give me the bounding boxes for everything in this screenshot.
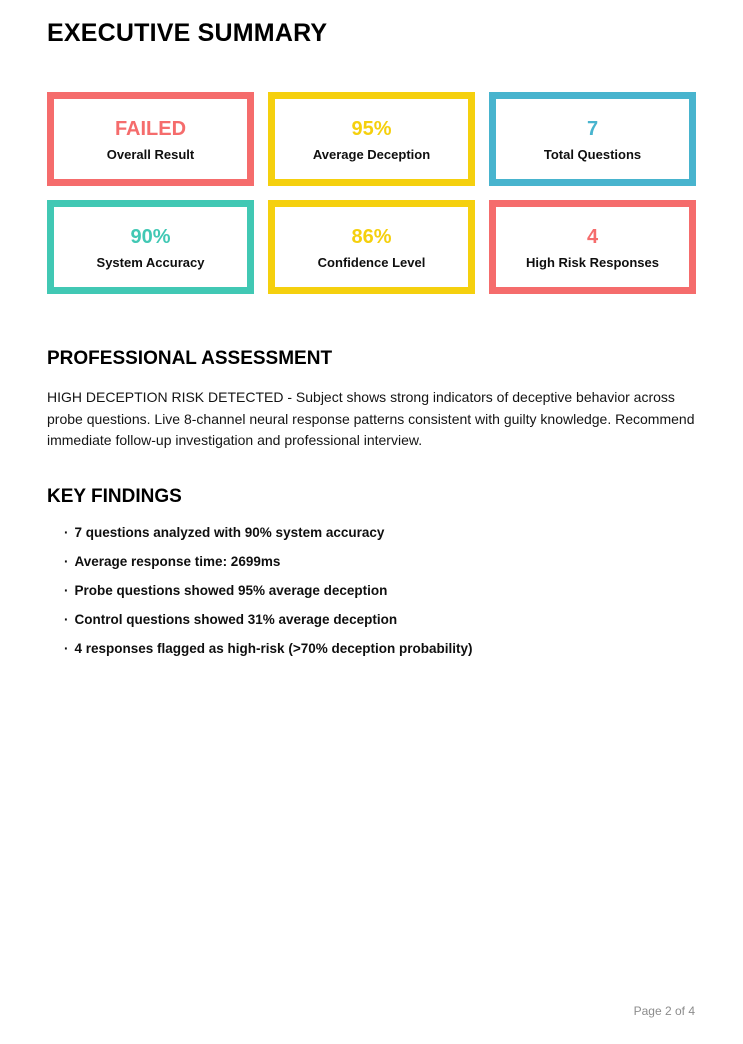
key-finding-text: 4 responses flagged as high-risk (>70% deception probability) [74,640,473,656]
card-label: Overall Result [106,147,195,162]
card-label: Average Deception [312,147,431,162]
card-value: 86% [351,226,392,248]
card-label: High Risk Responses [526,255,659,270]
professional-assessment-body: HIGH DECEPTION RISK DETECTED - Subject shows strong indicators of deceptive behavior across probe questions. Live 8-channel neural response patterns consistent with guilty knowledge. Recommend immediate follow-up investigation and professional interview. [47,389,695,448]
card-system-accuracy [47,200,254,294]
card-value: 95% [351,118,392,140]
bullet-icon: · [64,611,69,627]
card-confidence-level [268,200,475,294]
bullet-icon: · [64,524,69,540]
key-finding-item [64,525,696,540]
professional-assessment-heading: PROFESSIONAL ASSESSMENT [47,348,333,369]
summary-cards-grid [47,92,696,294]
card-value: FAILED [114,118,187,140]
card-value: 90% [130,226,171,248]
card-overall-result [47,92,254,186]
card-label: System Accuracy [96,255,205,270]
key-finding-text: 7 questions analyzed with 90% system accuracy [74,524,385,540]
card-high-risk-responses [489,200,696,294]
key-finding-item [64,641,696,656]
card-average-deception [268,92,475,186]
card-value: 4 [586,226,599,248]
card-value: 7 [586,118,599,140]
card-label: Confidence Level [317,255,426,270]
key-finding-item [64,583,696,598]
key-findings-list [47,525,696,656]
key-finding-item [64,554,696,569]
card-total-questions [489,92,696,186]
bullet-icon: · [64,582,69,598]
page-title: EXECUTIVE SUMMARY [47,19,328,47]
bullet-icon: · [64,640,69,656]
page-number: Page 2 of 4 [633,1004,695,1018]
card-label: Total Questions [543,147,642,162]
key-finding-text: Control questions showed 31% average deception [74,611,398,627]
bullet-icon: · [64,553,69,569]
key-findings-heading: KEY FINDINGS [47,485,182,507]
key-finding-text: Average response time: 2699ms [74,553,281,569]
key-finding-text: Probe questions showed 95% average deception [74,582,388,598]
key-finding-item [64,612,696,627]
